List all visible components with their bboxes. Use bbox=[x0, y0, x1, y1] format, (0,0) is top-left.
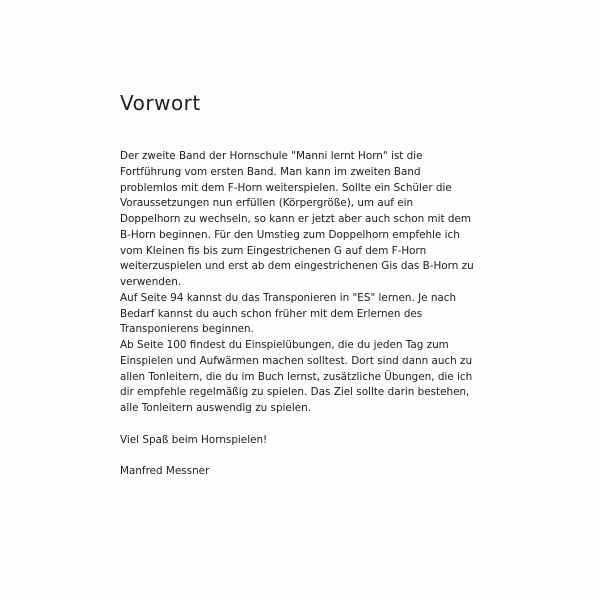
author-signature-line: Manfred Messner bbox=[120, 465, 210, 477]
text-line: allen Tonleitern, die du im Buch lernst, zusätzliche Übungen, die ich bbox=[120, 370, 473, 383]
text-line: Der zweite Band der Hornschule "Manni lernt Horn" ist die bbox=[120, 150, 423, 162]
text-line: Fortführung vom ersten Band. Man kann im zweiten Band bbox=[120, 165, 421, 178]
text-line: Bedarf kannst du auch schon früher mit dem Erlernen des bbox=[120, 307, 423, 320]
preface-text bbox=[120, 149, 500, 480]
text-line: B-Horn beginnen. Für den Umstieg zum Doppelhorn empfehle ich bbox=[120, 228, 460, 241]
text-line: problemlos mit dem F-Horn weiterspielen. Sollte ein Schüler die bbox=[120, 181, 452, 194]
text-line: Transponierens beginnen. bbox=[120, 323, 254, 336]
closing-line: Viel Spaß beim Hornspielen! bbox=[120, 433, 268, 446]
text-line: Einspielen und Aufwärmen machen solltest. Dort sind dann auch zu bbox=[120, 354, 473, 367]
text-line: Auf Seite 94 kannst du das Transponieren in "ES" lernen. Je nach bbox=[120, 291, 457, 304]
text-line: Voraussetzungen nun erfüllen (Körpergröße), um auf ein bbox=[120, 197, 414, 210]
page-title: Vorwort bbox=[120, 91, 201, 115]
paragraph-gap bbox=[120, 448, 500, 464]
text-line: vom Kleinen fis bis zum Eingestrichenen G auf dem F-Horn bbox=[120, 244, 427, 257]
paragraph-gap bbox=[120, 417, 500, 433]
text-line: Ab Seite 100 findest du Einspielübungen, die du jeden Tag zum bbox=[120, 339, 449, 351]
text-line: alle Tonleitern auswendig zu spielen. bbox=[120, 402, 311, 414]
text-line: dir empfehle regelmäßig zu spielen. Das Ziel sollte darin bestehen, bbox=[120, 386, 470, 399]
text-line: verwenden. bbox=[120, 276, 182, 288]
text-line: weiterzuspielen und erst ab dem eingestrichenen Gis das B-Horn zu bbox=[120, 260, 474, 273]
text-line: Doppelhorn zu wechseln, so kann er jetzt aber auch schon mit dem bbox=[120, 213, 472, 225]
